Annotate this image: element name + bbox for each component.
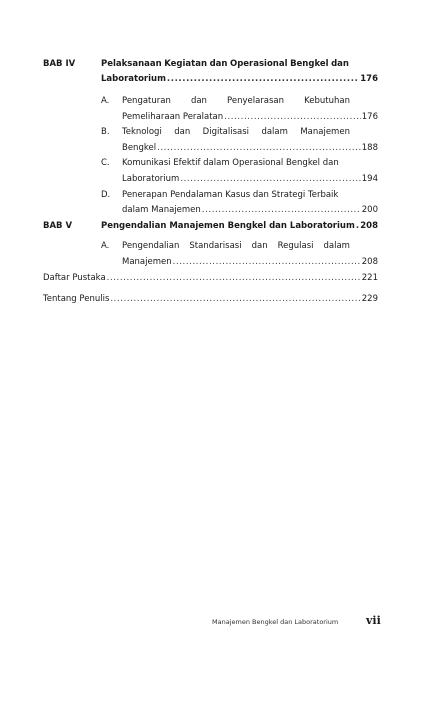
toc-entry-bab5[interactable] xyxy=(101,221,378,231)
dot-leader xyxy=(356,221,359,231)
toc-entry-bab4-c[interactable] xyxy=(122,174,378,184)
title-word: Pelaksanaan xyxy=(101,59,162,69)
toc-item-line1 xyxy=(122,127,350,137)
item-word: dan xyxy=(251,241,268,251)
chapter-label-bab5: BAB V xyxy=(43,221,73,231)
title-word: dan xyxy=(209,59,228,69)
toc-item-line2: Manajemen xyxy=(122,257,172,267)
page-number: 176 xyxy=(361,112,378,122)
page-number: 208 xyxy=(360,221,378,231)
toc-entry-bab4-b[interactable] xyxy=(122,143,378,153)
page-number: 194 xyxy=(361,174,378,184)
item-letter: A. xyxy=(101,96,110,106)
dot-leader xyxy=(167,74,359,84)
toc-entry-bab5-a[interactable] xyxy=(122,257,378,267)
item-word: dan xyxy=(174,127,191,137)
item-letter: A. xyxy=(101,241,110,251)
page-number: 221 xyxy=(361,273,378,283)
toc-entry-label: Daftar Pustaka xyxy=(43,273,106,283)
item-word: Penyelarasan xyxy=(227,96,285,106)
chapter-title-bab4-line2: Laboratorium xyxy=(101,74,166,84)
dot-leader xyxy=(202,205,361,215)
footer-page-number: vii xyxy=(366,614,381,627)
chapter-title-bab4-line1 xyxy=(101,59,349,69)
title-word: Operasional xyxy=(229,59,288,69)
toc-item-line2: Bengkel xyxy=(122,143,157,153)
item-letter: C. xyxy=(101,158,110,168)
item-word: Standarisasi xyxy=(189,241,242,251)
item-word: dan xyxy=(190,96,207,106)
title-word: dan xyxy=(331,59,349,69)
toc-item-line1 xyxy=(122,96,350,106)
item-word: dalam xyxy=(323,241,350,251)
toc-item-line2: Pemeliharaan Peralatan xyxy=(122,112,224,122)
dot-leader xyxy=(224,112,361,122)
item-word: dalam xyxy=(261,127,288,137)
chapter-label-bab4: BAB IV xyxy=(43,59,76,69)
item-letter: D. xyxy=(101,190,111,200)
dot-leader xyxy=(180,174,360,184)
footer-book-title: Manajemen Bengkel dan Laboratorium xyxy=(212,618,339,626)
dot-leader xyxy=(110,294,360,304)
toc-entry-bab4[interactable] xyxy=(101,74,378,84)
page-number: 229 xyxy=(361,294,378,304)
item-letter: B. xyxy=(101,127,110,137)
item-word: Teknologi xyxy=(122,127,162,137)
toc-entry-tentang-penulis[interactable] xyxy=(43,294,378,304)
item-word: Digitalisasi xyxy=(202,127,250,137)
dot-leader xyxy=(157,143,361,153)
toc-entry-daftar-pustaka[interactable] xyxy=(43,273,378,283)
toc-item-line2: Laboratorium xyxy=(122,174,180,184)
item-word: Kebutuhan xyxy=(304,96,350,106)
dot-leader xyxy=(173,257,361,267)
item-word: Pengaturan xyxy=(122,96,171,106)
toc-item-line2: dalam Manajemen xyxy=(122,205,201,215)
page-number: 208 xyxy=(361,257,378,267)
page-number: 176 xyxy=(360,74,378,84)
page-number: 200 xyxy=(361,205,378,215)
item-word: Pengendalian xyxy=(122,241,180,251)
dot-leader xyxy=(107,273,361,283)
chapter-title-bab5: Pengendalian Manajemen Bengkel dan Laboratorium xyxy=(101,221,355,231)
toc-entry-label: Tentang Penulis xyxy=(43,294,110,304)
toc-item-line1: Penerapan Pendalaman Kasus dan Strategi Terbaik xyxy=(122,190,339,200)
toc-entry-bab4-a[interactable] xyxy=(122,112,378,122)
item-word: Manajemen xyxy=(300,127,350,137)
toc-entry-bab4-d[interactable] xyxy=(122,205,378,215)
title-word: Kegiatan xyxy=(164,59,208,69)
item-word: Regulasi xyxy=(277,241,314,251)
title-word: Bengkel xyxy=(290,59,329,69)
toc-item-line1: Komunikasi Efektif dalam Operasional Bengkel dan xyxy=(122,158,339,168)
page-number: 188 xyxy=(361,143,378,153)
toc-item-line1 xyxy=(122,241,350,251)
